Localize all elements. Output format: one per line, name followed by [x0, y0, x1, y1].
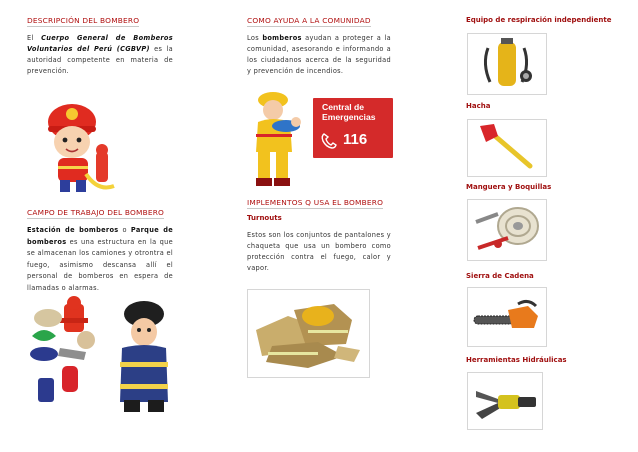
turnouts-title: Turnouts: [247, 214, 282, 222]
rescuer-firefighter-illustration: [246, 90, 304, 190]
hose-icon: [467, 199, 547, 261]
tool-label-breathing: Equipo de respiración independiente: [466, 16, 612, 24]
community-paragraph: Los bomberos ayudan a proteger a la comunidad, asesorando e informando a los ciudadanos acerca de la seguridad y prevención de incendios.: [247, 34, 391, 75]
chainsaw-icon: [467, 287, 547, 347]
community-heading: COMO AYUDA A LA COMUNIDAD: [247, 16, 371, 25]
tool-label-hydraulic: Herramientas Hidráulicas: [466, 356, 567, 364]
workplace-heading: CAMPO DE TRABAJO DEL BOMBERO: [27, 208, 165, 217]
phone-icon: [320, 132, 338, 150]
emergency-center-banner: [313, 98, 393, 158]
emergency-number: 116: [343, 131, 368, 148]
description-paragraph: El Cuerpo General de Bomberos Voluntarios del Perú (CGBVP) es la autoridad competente en materia de prevención.: [27, 34, 174, 75]
axe-icon: [467, 119, 547, 177]
child-firefighter-illustration: [38, 100, 120, 196]
turnouts-photo: [247, 289, 370, 378]
emergency-title: Central de Emergencias: [322, 102, 376, 122]
tool-label-chainsaw: Sierra de Cadena: [466, 272, 534, 280]
implements-heading: IMPLEMENTOS Q USA EL BOMBERO: [247, 198, 384, 207]
workplace-paragraph: Estación de bomberos o Parque de bomberos es una estructura en la que se almacenan los camiones y otrontra el fuego, asimismo descansa allí el personal de bomberos en espera de llamadas o alarmas.: [27, 226, 173, 292]
tool-label-axe: Hacha: [466, 102, 491, 110]
hydraulic-tool-icon: [467, 372, 543, 430]
breathing-apparatus-icon: [467, 33, 547, 95]
description-heading: DESCRIPCIÓN DEL BOMBERO: [27, 16, 140, 25]
firefighter-equipment-illustration: [26, 296, 174, 414]
turnouts-paragraph: Estos son los conjuntos de pantalones y chaqueta que usa un bombero como protección contra el fuego, calor y vapor.: [247, 231, 391, 272]
tool-label-hose: Manguera y Boquillas: [466, 183, 552, 191]
